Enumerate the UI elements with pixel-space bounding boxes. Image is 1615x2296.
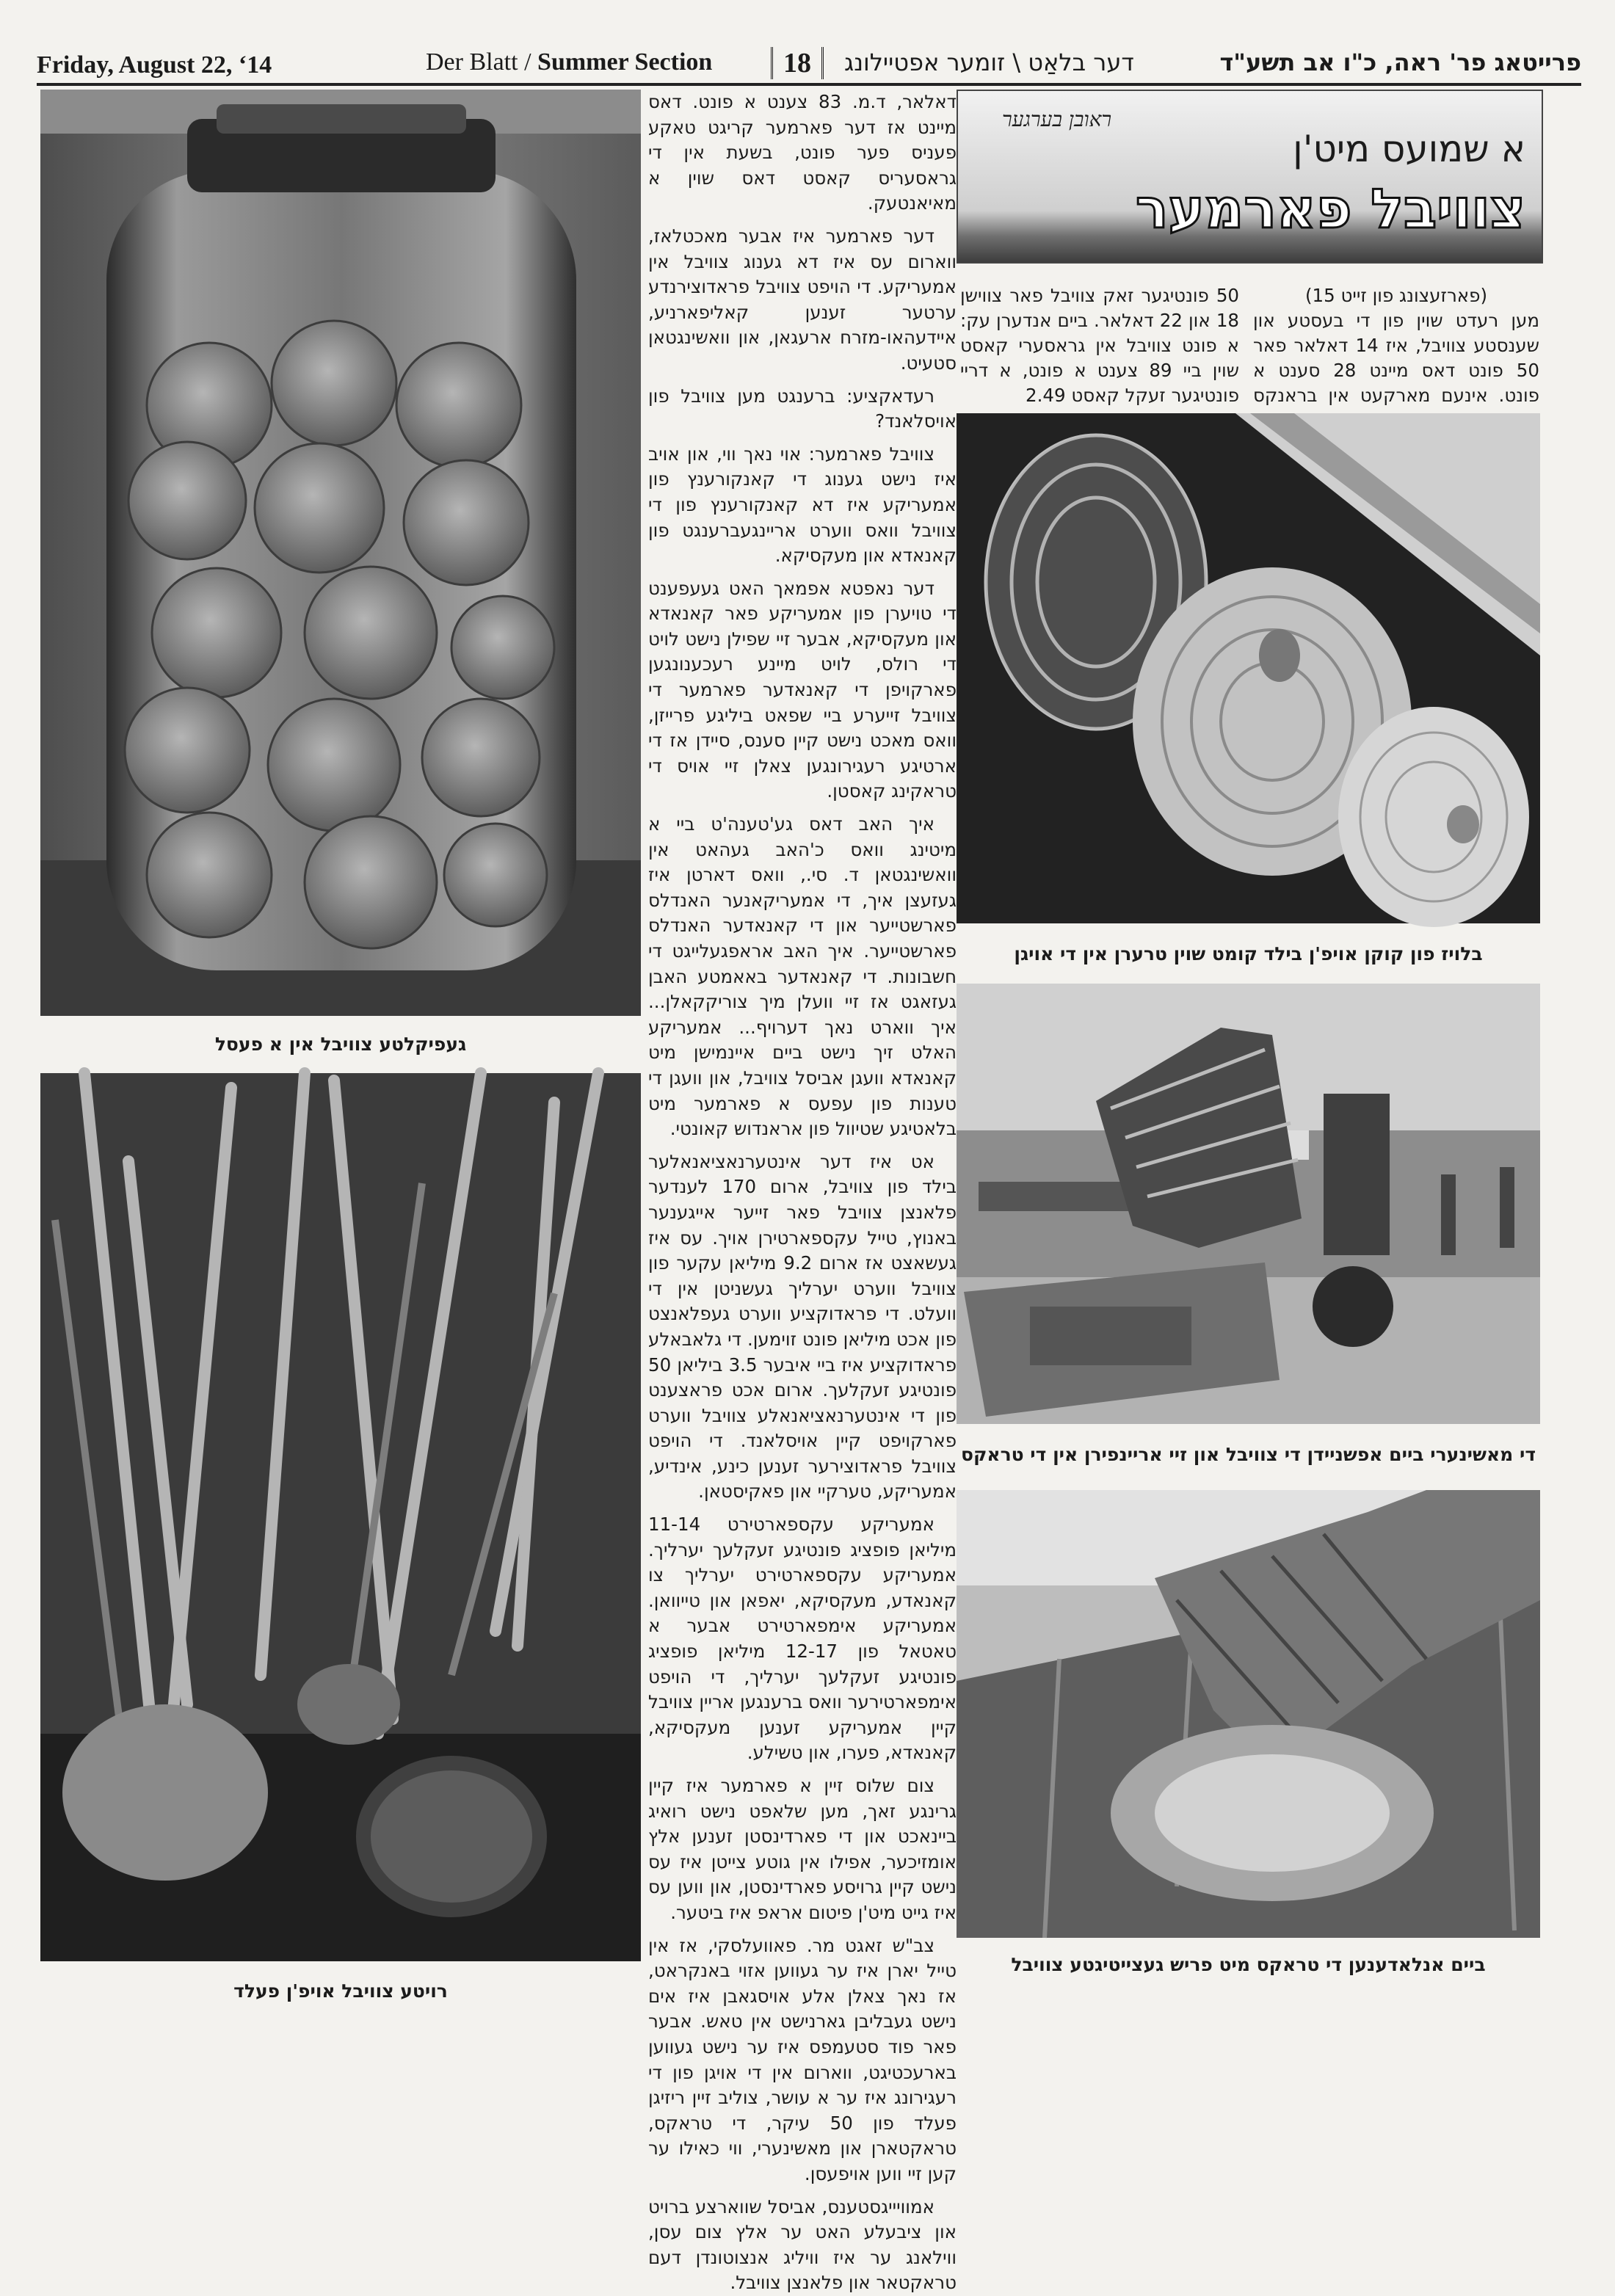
machine-photo [957, 984, 1540, 1424]
field-caption: רויטע צוויבל אויפ'ן פעלד [233, 1980, 448, 2002]
sliced-onion-image [957, 413, 1540, 923]
truck-photo [957, 1490, 1540, 1938]
yiddish-date: פרייטאג פר' ראה, כ"ו אב תשע"ד [1219, 48, 1581, 76]
article-paragraph: אמוויייגסטענס, אביסל שווארצע ברויט און ציבעלע האט ער אלץ צום עסן, ווילאנג ער איז וויליג אנצוטונדן דעם טראקטאר און פלאנצן צוויבל. [648, 2195, 957, 2294]
article-paragraph: צב"ש זאגט מר. פאוועלסקי, אז אין טייל יארן איז ער געווען אזוי באנקראט, אז נאך צאלן אלע אויסגאבן איז אים נישט געבליבן גארנישט אין טאש. אבער פאר פוד סטעמפס איז ער נישט געווען בארעכטיגט, ווארום אין די אויגן פון די רעגירונג איז ער א עושר, צוליב זיין ריזיגן פעלד פון 50 עיקר, די טראקס, טראקטארן און מאשינערי, ווי כאילו ער קען זיי ווען אויפעסן. [648, 1934, 957, 2184]
article-paragraph: דער פארמער איז אבער מאכטלאז, ווארום עס איז דא גענוג צוויבל אין אמעריקע. די הויפט צוויבל פראדוצירנדע ערטער זענען קאליפארניע, איידעהאו-מזרח ארעגאן, און וואשינגטאן סטעיט. [648, 225, 957, 374]
red-onions-field-image [40, 1073, 641, 1961]
article-paragraph: צום שלוס זיין א פארמער איז קיין גרינגע זאך, מען שלאפט נישט רואיג ביינאכט און די פארדינסטן זענען אלץ אומזיכער, אפילו אין גוטע צייטן איז עס נישט קיין גרויסע פארדינסטן, און ווען עס איז גייט מיט'ן פיטום אראפ איז ביטער. [648, 1775, 957, 1923]
machine-caption: די מאשינערי ביים אפשניידן די צוויבל און זיי אריינפירן אין די טראקס [960, 1444, 1536, 1465]
right-text-column-a [1253, 283, 1539, 412]
continued-note: (פארזעצונג פון זייט 15) [1304, 285, 1488, 306]
article-paragraph: רעדאקציע: ברענגט מען צוויבל פון אויסלאנד? [648, 385, 957, 432]
banner-title: צוויבל פארמער [1135, 178, 1525, 241]
field-photo [40, 1073, 641, 1961]
article-paragraph: אט איז דער אינטערנאציאנאלער בילד פון צוויבל, ארום 170 לענדער פלאנצן צוויבל פאר זייער אייגענער באנוץ, טייל עקספארטירן אויך. עס איז געשאצט אז ארום 9.2 מיליאן עקער פון צוויבל ווערט יערליך געשניטן אין די וועלט. די פראדוקציע ווערט געפלאנצט פון אכט מיליאן פונט זוימען. די גלאבאלע פראדוקציע איז ביי איבער 3.5 ביליאן 50 פונטיגע זעקלעך. ארום אכט פראצענט פון די אינטערנאציאנאלע צוויבל ווערט פארקויפט קיין אויסלאנד. די הויפט צוויבל פראדוצירער זענען כינע, אינדיע, אמעריקע, טערקיי און פאקיסטאן. [648, 1150, 957, 1503]
paper-name: Der Blatt / [426, 48, 531, 76]
page-number: 18 [771, 47, 824, 79]
right-text-column-b [960, 283, 1239, 412]
jar-photo [40, 90, 641, 1016]
yiddish-section-name: דער בלאַט \ זומער אפטיילונג [844, 48, 1134, 76]
article-banner [957, 90, 1543, 264]
middle-article-column [648, 90, 957, 2294]
pickled-onions-jar-image [40, 90, 641, 1016]
header-rule [37, 83, 1581, 86]
article-paragraph: אמעריקע עקספארטירט 11-14 מיליאן פופציג פונטיגע זעקלעך יערליך. אמעריקע עקספארטירט יערליך צו קאנאדע, מעקסיקא, יאפאן און טייוואן. אמעריקע אימפארטירט אבער א טאטאל פון 12-17 מיליאן פופציג פונטיגע זעקלעך יערליך, די הויפט אימפארטירער וואס ברענגען אריין צוויבל קיין אמעריקע זענען מעקסיקא, קאנאדא, פערו, און טשילע. [648, 1514, 957, 1764]
paper-section [426, 48, 712, 76]
article-paragraph: דער נאפטא אפמאך האט געעפענט די טויערן פון אמעריקע פאר קאנאדא און מעקסיקא, אבער זיי שפילן נישט לויט די רולס, לויט מיינע רעכענונגען פארקויפן די קאנאדער פארמער די צוויבל זייערע ביי שפאט ביליגע פרייזן, וואס מאכט נישט קיין סענס, סיידן אז די ארטיגע רעגירונגען צאלן זיי אויס די טראקינג קאסטן. [648, 577, 957, 802]
slices-photo [957, 413, 1540, 923]
slices-caption: בלויז פון קוקן אויפ'ן בילד קומט שוין טרערן אין די אויגן [1014, 943, 1483, 964]
article-paragraph: איך האב דאס גע'טענה'ט ביי א מיטינג וואס כ'האב געהאט אין וואשינגטאן ד. סי., וואס דארטן איז געזעצן איך, די אמעריקאנער האנדלס פארשטייער און די קאנאדער האנדלס פארשטייער. איך האב אראפגעלייגט די חשבונות. די קאנאדער באאמטע האבן געזאגט אז זיי וועלן מיך צוריקקאלן... איך ווארט נאך דערויף... אמעריקע האלט זיך נישט ביים איינמישן מיט קאנאדא וועגן אביסל צוויבל, און וועגן די טענות פון עפעס א פארמער מיט בלאטיגע שטיוול פון אראנדוש קאונטי. [648, 813, 957, 1140]
harvesting-machinery-image [957, 984, 1540, 1424]
jar-caption: געפיקלטע צוויבל אין א פעסל [214, 1033, 467, 1055]
banner-kicker: א שמועס מיט'ן [1293, 128, 1525, 170]
section-name: Summer Section [537, 48, 713, 76]
article-paragraph: צוויבל פארמער: אוי נאך ווי, און אויב איז נישט גענוג די קאנקורענץ פון אמעריקע איז דא קאנקורענץ פון די צוויבל וואס ווערט אריינגעברענגט פון קאנאדא און מעקסיקא. [648, 443, 957, 567]
article-paragraph: מען רעדט שוין פון די בעסטע און שענסטע צוויבל, איז 14 דאלאר פאר 50 פונט דאס מיינט 28 סענט א פונט. אינעם מארקעט אין בראנקס [1253, 310, 1539, 406]
article-paragraph: 50 פונטיגער זאק צוויבל פאר צווישן 18 און 22 דאלאר. ביים אנדערן עק: א פונט צוויבל אין גראסערי קאסט שוין ביי 89 צענט א פונט, א דריי פונטיגער זעקל קאסט 2.49 [960, 285, 1239, 406]
banner-author: ראובן בערגער [1002, 107, 1112, 131]
truck-loading-image [957, 1490, 1540, 1938]
issue-date: Friday, August 22, ‘14 [37, 51, 272, 79]
article-paragraph: דאלאר, ד.מ. 83 צענט א פונט. דאס מיינט אז דער פארמער קריגט טאקע פעניס פער פונט, בשעת אין די גראסעריס קאסט דאס שוין א מאיאנטעק. [648, 91, 957, 214]
truck-caption: ביים אנלאדענען די טראקס מיט פריש געצייטיגטע צוויבל [1011, 1954, 1486, 1975]
